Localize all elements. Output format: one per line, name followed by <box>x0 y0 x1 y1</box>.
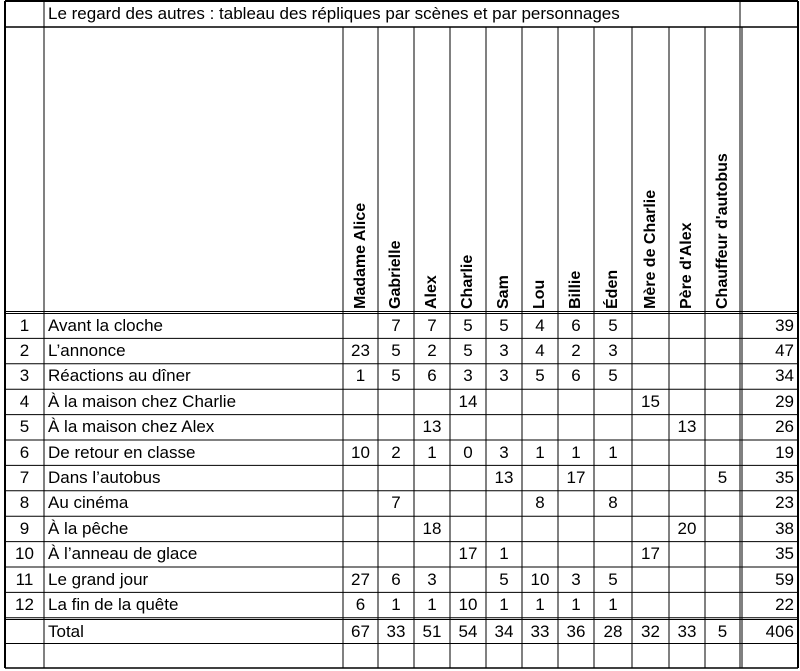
replica-count: 23 <box>351 340 370 360</box>
character-total: 32 <box>641 622 660 641</box>
grand-total: 406 <box>765 622 794 641</box>
replica-count: 18 <box>422 518 442 538</box>
scene-number: 2 <box>19 340 30 360</box>
replica-count: 3 <box>499 442 509 462</box>
character-total: 33 <box>386 622 406 641</box>
replica-count: 2 <box>427 340 437 360</box>
replica-count: 0 <box>463 442 473 462</box>
scene-number: 10 <box>15 544 34 564</box>
character-header: Madame Alice <box>352 202 369 309</box>
scene-title: À la pêche <box>48 518 129 538</box>
replica-count <box>558 390 594 415</box>
replica-count <box>558 415 594 440</box>
scene-total: 38 <box>775 518 794 538</box>
replica-count: 5 <box>608 366 618 386</box>
replica-count: 4 <box>535 340 545 360</box>
replica-count: 13 <box>422 417 442 437</box>
scene-number: 9 <box>19 518 30 538</box>
replica-count <box>632 593 669 618</box>
replica-count <box>343 390 378 415</box>
replica-count <box>669 542 705 567</box>
replica-count <box>450 568 486 593</box>
replica-count: 10 <box>351 442 370 462</box>
scene-number: 12 <box>15 594 34 614</box>
replica-count: 1 <box>608 594 618 614</box>
scene-title: La fin de la quête <box>48 594 179 614</box>
scene-total: 35 <box>775 544 794 564</box>
replica-count <box>594 466 632 491</box>
scene-number: 4 <box>19 391 30 411</box>
character-header: Gabrielle <box>387 240 404 309</box>
replica-count: 3 <box>499 340 509 360</box>
replica-count <box>343 314 378 339</box>
scene-total: 47 <box>775 340 794 360</box>
replica-count <box>378 466 414 491</box>
replica-count <box>705 542 740 567</box>
replica-count <box>378 542 414 567</box>
replica-count <box>486 390 522 415</box>
replica-count: 27 <box>351 569 370 589</box>
replica-count <box>450 415 486 440</box>
scene-title: L’annonce <box>48 340 126 360</box>
replica-count <box>705 517 740 542</box>
replica-count: 4 <box>535 315 545 335</box>
replica-count <box>669 593 705 618</box>
replica-count <box>343 491 378 516</box>
character-total: 34 <box>494 622 514 641</box>
replica-count <box>669 339 705 364</box>
character-header: Mère de Charlie <box>642 189 659 309</box>
replica-count: 6 <box>571 315 581 335</box>
replica-count: 1 <box>608 442 618 462</box>
replica-count <box>705 415 740 440</box>
replica-count <box>594 517 632 542</box>
replica-count: 5 <box>499 569 509 589</box>
scene-number: 8 <box>19 493 30 513</box>
replica-count <box>705 441 740 466</box>
scene-title: À l’anneau de glace <box>48 544 198 564</box>
replica-count: 17 <box>641 544 660 564</box>
character-header: Chauffeur d'autobus <box>714 153 731 309</box>
scene-total: 35 <box>775 467 794 487</box>
replica-count: 1 <box>427 594 437 614</box>
scene-number: 5 <box>19 417 30 437</box>
replica-count <box>343 542 378 567</box>
replica-count <box>378 517 414 542</box>
replica-count <box>632 441 669 466</box>
scene-total: 19 <box>775 442 794 462</box>
replica-count: 5 <box>717 467 728 487</box>
scene-title: Au cinéma <box>48 493 129 513</box>
replica-count <box>486 517 522 542</box>
replica-count <box>486 491 522 516</box>
replica-count: 8 <box>608 493 618 513</box>
character-total: 54 <box>458 622 478 641</box>
replica-count: 3 <box>499 366 509 386</box>
replica-count <box>558 542 594 567</box>
replica-count: 7 <box>391 493 401 513</box>
replica-count: 10 <box>458 594 478 614</box>
replica-count: 6 <box>355 594 366 614</box>
replica-count <box>450 517 486 542</box>
totals-label: Total <box>48 622 84 641</box>
replica-count: 1 <box>535 442 545 462</box>
replica-count: 17 <box>566 467 586 487</box>
replica-count <box>414 466 450 491</box>
character-total: 67 <box>351 622 370 641</box>
replica-count <box>522 466 558 491</box>
replica-count <box>558 517 594 542</box>
replica-count <box>558 491 594 516</box>
scene-title: Le grand jour <box>48 569 149 589</box>
replica-count: 1 <box>499 544 509 564</box>
character-total: 33 <box>677 622 697 641</box>
replica-count <box>450 466 486 491</box>
replica-count <box>705 593 740 618</box>
replica-count <box>522 415 558 440</box>
replica-count <box>632 491 669 516</box>
character-header: Alex <box>423 275 440 309</box>
character-header: Lou <box>531 279 548 309</box>
replica-count <box>632 517 669 542</box>
replica-count: 5 <box>391 340 401 360</box>
replica-count: 13 <box>677 417 697 437</box>
replica-count <box>378 415 414 440</box>
replica-count <box>669 491 705 516</box>
replica-count <box>343 466 378 491</box>
replica-count: 5 <box>391 366 401 386</box>
replica-count <box>594 390 632 415</box>
replica-count: 3 <box>463 366 473 386</box>
replica-count <box>522 517 558 542</box>
scene-title: De retour en classe <box>48 442 196 462</box>
replica-count <box>705 339 740 364</box>
replica-count: 17 <box>458 544 478 564</box>
replica-count <box>414 542 450 567</box>
replica-count <box>705 364 740 389</box>
replica-count: 5 <box>608 315 618 335</box>
replica-count: 10 <box>530 569 550 589</box>
scene-title: Avant la cloche <box>48 315 163 335</box>
character-header: Éden <box>604 269 621 309</box>
replica-count: 20 <box>677 518 697 538</box>
character-header: Père d'Alex <box>678 222 695 309</box>
replica-count <box>669 466 705 491</box>
replica-count <box>522 390 558 415</box>
scene-number: 11 <box>15 569 34 589</box>
scene-number: 1 <box>19 315 30 335</box>
replica-count <box>669 390 705 415</box>
scene-title: Dans l’autobus <box>48 467 161 487</box>
replica-count: 3 <box>608 340 618 360</box>
replica-count <box>705 314 740 339</box>
replica-count <box>705 568 740 593</box>
replica-count: 1 <box>355 366 366 386</box>
scene-title: À la maison chez Alex <box>48 417 215 437</box>
replica-count: 13 <box>494 467 514 487</box>
character-header: Billie <box>567 270 584 309</box>
scene-title: À la maison chez Charlie <box>48 391 237 411</box>
scene-total: 29 <box>775 391 794 411</box>
scene-total: 39 <box>775 315 794 335</box>
replica-count: 5 <box>463 340 473 360</box>
character-header: Charlie <box>459 254 476 309</box>
replica-count <box>378 390 414 415</box>
replica-count <box>632 466 669 491</box>
replica-count <box>705 390 740 415</box>
replica-count: 5 <box>535 366 545 386</box>
scene-total: 34 <box>775 366 794 386</box>
replica-count: 1 <box>571 594 581 614</box>
replica-count <box>522 542 558 567</box>
replica-count <box>669 568 705 593</box>
replica-count: 7 <box>391 315 401 335</box>
scene-number: 3 <box>19 366 30 386</box>
replica-count <box>669 441 705 466</box>
character-header: Sam <box>495 275 512 309</box>
scene-number: 7 <box>19 467 30 487</box>
scene-total: 22 <box>775 594 794 614</box>
replica-count <box>594 542 632 567</box>
scene-title: Réactions au dîner <box>48 366 191 386</box>
replica-count: 1 <box>427 442 437 462</box>
replica-count <box>450 491 486 516</box>
replica-count: 5 <box>608 569 618 589</box>
replica-count <box>632 339 669 364</box>
scene-total: 59 <box>775 569 794 589</box>
character-total: 5 <box>717 622 728 641</box>
replica-count <box>632 314 669 339</box>
scene-number: 6 <box>19 442 30 462</box>
replica-count <box>632 415 669 440</box>
scene-total: 23 <box>775 493 794 513</box>
replica-count: 1 <box>499 594 509 614</box>
replica-count: 15 <box>641 391 660 411</box>
replica-count: 6 <box>391 569 401 589</box>
character-total: 33 <box>530 622 550 641</box>
replica-count <box>705 491 740 516</box>
character-total: 51 <box>422 622 442 641</box>
table-title: Le regard des autres : tableau des répliques par scènes et par personnages <box>48 4 620 23</box>
replica-count: 1 <box>571 442 581 462</box>
replica-count: 3 <box>427 569 437 589</box>
scene-total: 26 <box>775 417 794 437</box>
replica-count: 1 <box>391 594 401 614</box>
character-total: 36 <box>566 622 586 641</box>
replica-count: 2 <box>571 340 581 360</box>
replica-count: 8 <box>535 493 545 513</box>
replica-count: 1 <box>535 594 545 614</box>
replica-count: 6 <box>571 366 581 386</box>
replica-count: 6 <box>427 366 437 386</box>
replica-count: 7 <box>427 315 437 335</box>
replica-count <box>594 415 632 440</box>
replica-count <box>669 364 705 389</box>
replica-count <box>414 390 450 415</box>
replica-count: 3 <box>571 569 581 589</box>
replica-count <box>632 364 669 389</box>
replica-count <box>669 314 705 339</box>
replica-count: 5 <box>499 315 509 335</box>
replica-count: 14 <box>458 391 478 411</box>
replica-count: 2 <box>391 442 401 462</box>
replica-count <box>343 517 378 542</box>
character-total: 28 <box>603 622 623 641</box>
replica-count <box>632 568 669 593</box>
replica-count <box>343 415 378 440</box>
replica-count: 5 <box>463 315 473 335</box>
replica-count <box>414 491 450 516</box>
replica-count <box>486 415 522 440</box>
